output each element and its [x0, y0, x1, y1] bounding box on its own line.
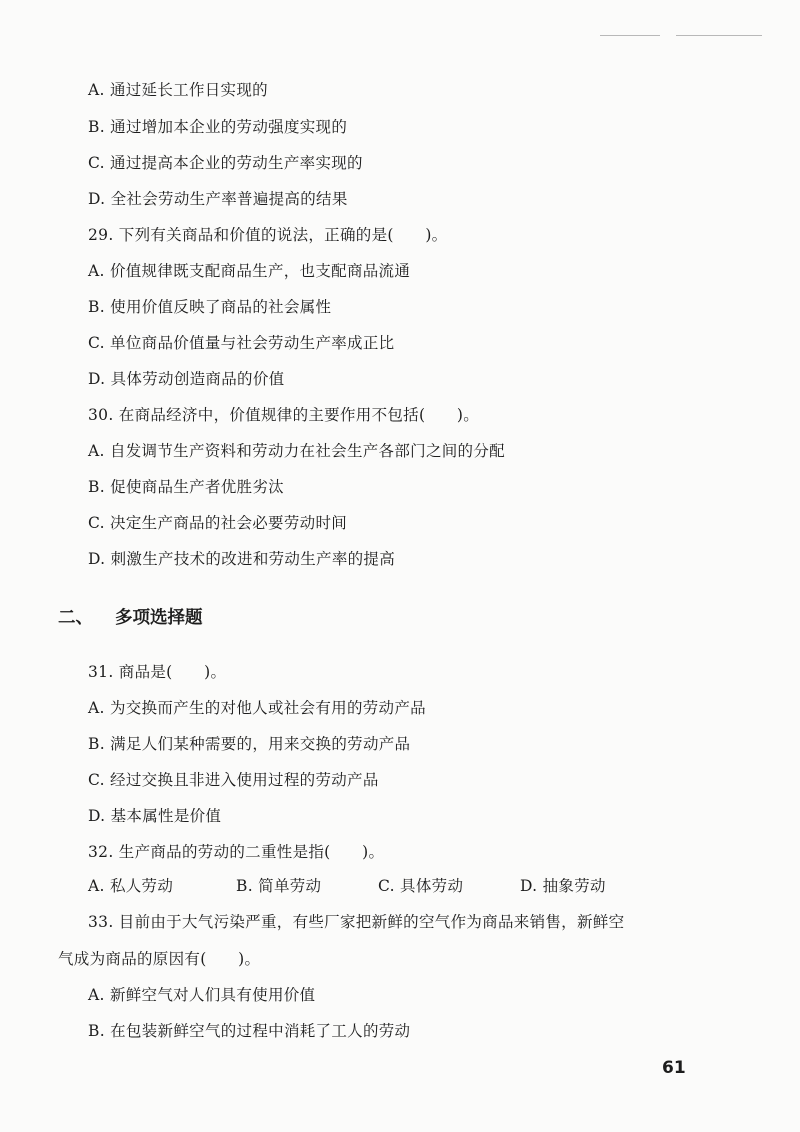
- page-number: 61: [662, 1058, 686, 1078]
- q29-option-c: C. 单位商品价值量与社会劳动生产率成正比: [88, 334, 395, 352]
- q31-option-a: A. 为交换而产生的对他人或社会有用的劳动产品: [88, 699, 426, 717]
- q29-option-d: D. 具体劳动创造商品的价值: [88, 370, 285, 388]
- q30-option-a: A. 自发调节生产资料和劳动力在社会生产各部门之间的分配: [88, 442, 505, 460]
- q33-option-a: A. 新鲜空气对人们具有使用价值: [88, 986, 316, 1004]
- header-rule-long: [676, 35, 762, 36]
- q30-option-b: B. 促使商品生产者优胜劣汰: [88, 478, 284, 496]
- q31-stem: 31. 商品是( )。: [88, 663, 227, 681]
- q32-stem: 32. 生产商品的劳动的二重性是指( )。: [88, 843, 385, 861]
- q32-option-c: C. 具体劳动: [378, 877, 464, 895]
- q32-option-a: A. 私人劳动: [88, 877, 174, 895]
- q32-option-b: B. 简单劳动: [236, 877, 322, 895]
- q28-option-c: C. 通过提高本企业的劳动生产率实现的: [88, 154, 363, 172]
- section-heading: [58, 604, 203, 629]
- q32-option-d: D. 抽象劳动: [520, 877, 606, 895]
- q29-option-a: A. 价值规律既支配商品生产，也支配商品流通: [88, 262, 411, 280]
- q28-option-d: D. 全社会劳动生产率普遍提高的结果: [88, 190, 348, 208]
- q30-option-c: C. 决定生产商品的社会必要劳动时间: [88, 514, 348, 532]
- q29-option-b: B. 使用价值反映了商品的社会属性: [88, 298, 332, 316]
- section-title: 多项选择题: [115, 608, 203, 628]
- q31-option-c: C. 经过交换且非进入使用过程的劳动产品: [88, 771, 379, 789]
- q29-stem: 29. 下列有关商品和价值的说法，正确的是( )。: [88, 226, 448, 244]
- header-rule-short: [600, 35, 660, 36]
- q31-option-b: B. 满足人们某种需要的，用来交换的劳动产品: [88, 735, 411, 753]
- q33-stem-line2: 气成为商品的原因有( )。: [58, 950, 261, 968]
- q33-option-b: B. 在包装新鲜空气的过程中消耗了工人的劳动: [88, 1022, 411, 1040]
- q33-stem-line1: 33. 目前由于大气污染严重，有些厂家把新鲜的空气作为商品来销售，新鲜空: [88, 913, 625, 931]
- q30-stem: 30. 在商品经济中，价值规律的主要作用不包括( )。: [88, 406, 480, 424]
- q28-option-b: B. 通过增加本企业的劳动强度实现的: [88, 118, 348, 136]
- q30-option-d: D. 刺激生产技术的改进和劳动生产率的提高: [88, 550, 396, 568]
- q31-option-d: D. 基本属性是价值: [88, 807, 222, 825]
- section-number: 二、: [58, 608, 93, 628]
- q32-options-row: [88, 874, 688, 894]
- q28-option-a: A. 通过延长工作日实现的: [88, 81, 268, 99]
